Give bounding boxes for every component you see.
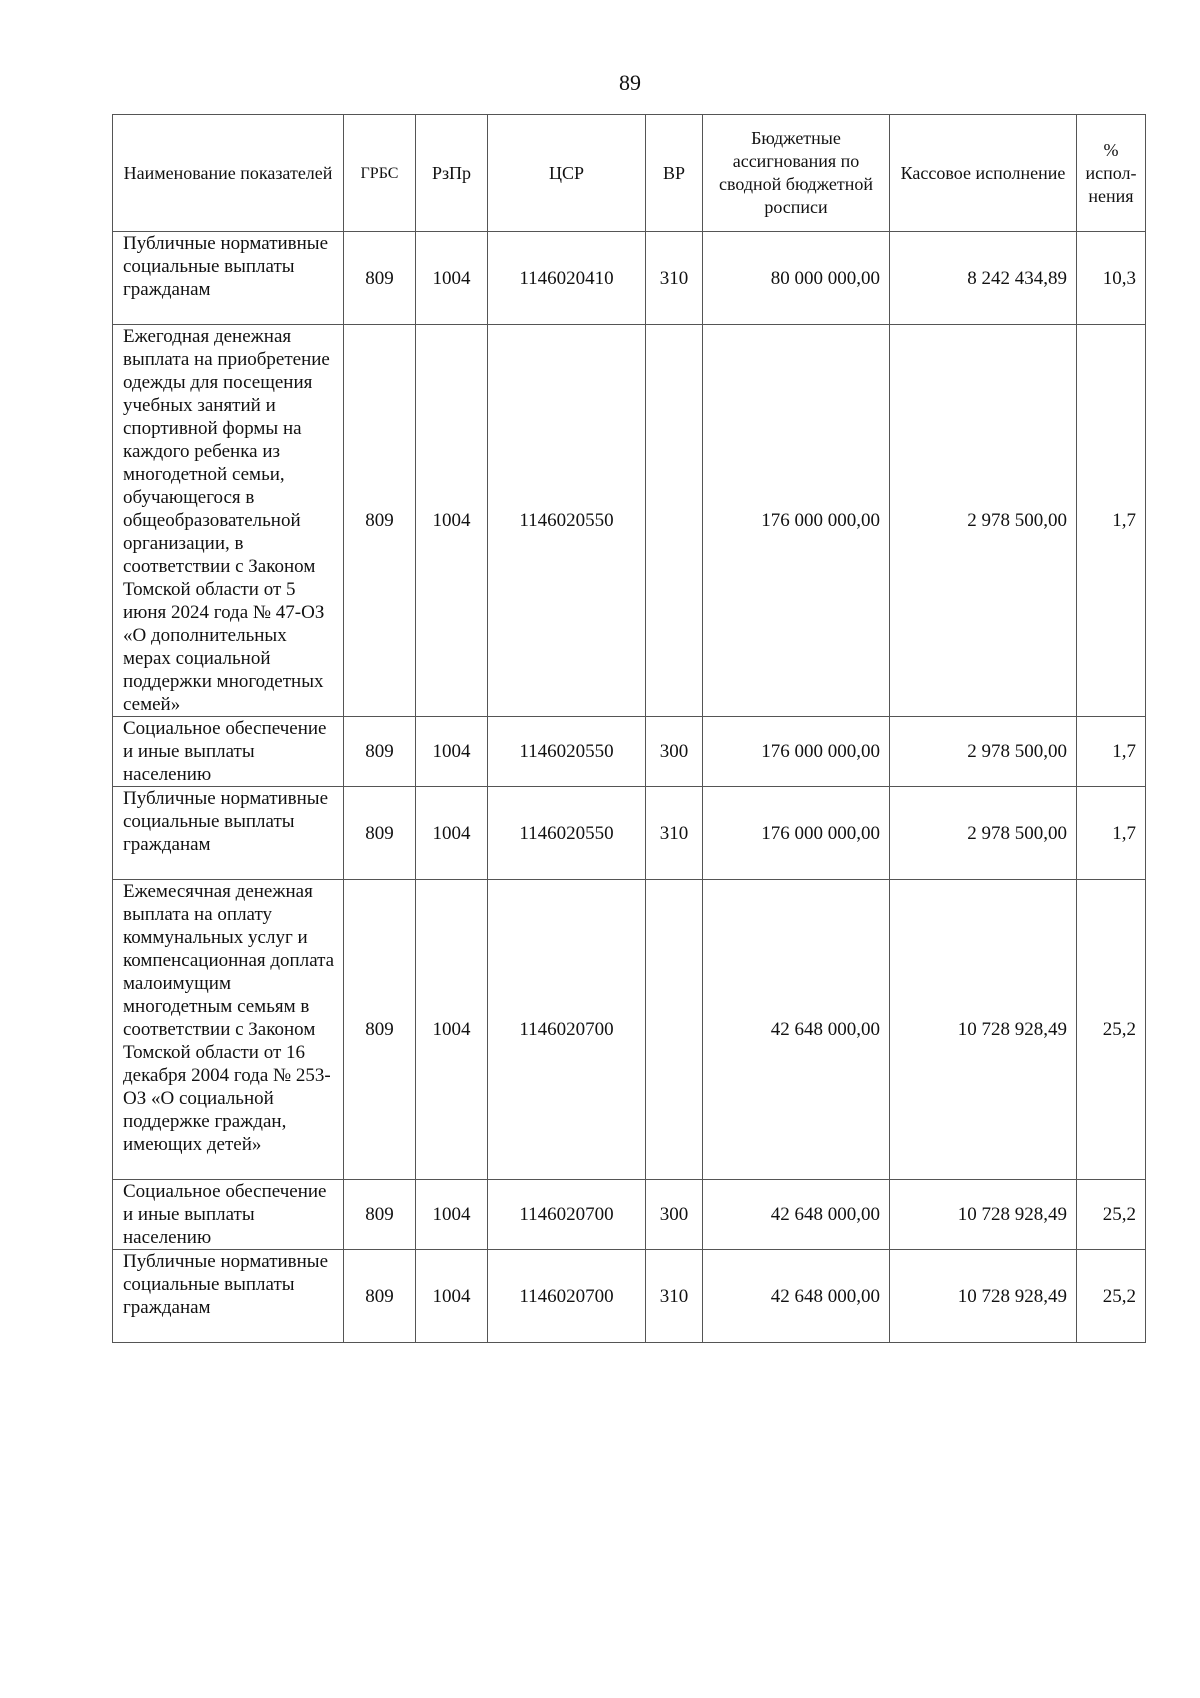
cell-rzpr: 1004 [416,880,488,1180]
cell-csr: 1146020550 [488,325,646,717]
cell-cash: 2 978 500,00 [890,325,1077,717]
cell-csr: 1146020700 [488,1250,646,1343]
cell-name: Социальное обеспечение и иные выплаты населению [113,1180,344,1250]
cell-percent: 1,7 [1077,717,1146,787]
cell-vr: 310 [646,232,703,325]
cell-rzpr: 1004 [416,787,488,880]
cell-percent: 10,3 [1077,232,1146,325]
cell-assignments: 42 648 000,00 [703,1250,890,1343]
cell-rzpr: 1004 [416,1250,488,1343]
cell-cash: 8 242 434,89 [890,232,1077,325]
cell-vr: 300 [646,717,703,787]
cell-name: Публичные нормативные социальные выплаты гражданам [113,787,344,880]
cell-percent: 1,7 [1077,787,1146,880]
table-row [113,787,1146,880]
cell-cash: 2 978 500,00 [890,787,1077,880]
cell-vr: 310 [646,787,703,880]
cell-assignments: 176 000 000,00 [703,787,890,880]
header-percent-execution: % испол-нения [1077,115,1146,232]
cell-csr: 1146020550 [488,717,646,787]
cell-cash: 10 728 928,49 [890,1180,1077,1250]
cell-grbs: 809 [344,880,416,1180]
table-row [113,1180,1146,1250]
cell-cash: 2 978 500,00 [890,717,1077,787]
cell-name: Публичные нормативные социальные выплаты гражданам [113,232,344,325]
cell-percent: 25,2 [1077,1180,1146,1250]
table-row [113,880,1146,1180]
cell-grbs: 809 [344,232,416,325]
cell-rzpr: 1004 [416,325,488,717]
header-name: Наименование показателей [113,115,344,232]
cell-rzpr: 1004 [416,1180,488,1250]
cell-assignments: 176 000 000,00 [703,325,890,717]
cell-assignments: 176 000 000,00 [703,717,890,787]
table-row [113,1250,1146,1343]
cell-name: Социальное обеспечение и иные выплаты населению [113,717,344,787]
cell-cash: 10 728 928,49 [890,1250,1077,1343]
cell-vr [646,880,703,1180]
budget-execution-table [112,114,1146,1343]
cell-grbs: 809 [344,325,416,717]
cell-grbs: 809 [344,787,416,880]
cell-rzpr: 1004 [416,717,488,787]
cell-rzpr: 1004 [416,232,488,325]
cell-csr: 1146020700 [488,1180,646,1250]
table-row [113,717,1146,787]
cell-csr: 1146020550 [488,787,646,880]
header-grbs: ГРБС [344,115,416,232]
header-vr: ВР [646,115,703,232]
cell-name: Ежегодная денежная выплата на приобретение одежды для посещения учебных занятий и спортивной формы на каждого ребенка из многодетной семьи, обучающегося в общеобразовательной организации, в соответствии с Законом Томской области от 5 июня 2024 года № 47-ОЗ «О дополнительных мерах социальной поддержки многодетных семей» [113,325,344,717]
cell-percent: 1,7 [1077,325,1146,717]
cell-cash: 10 728 928,49 [890,880,1077,1180]
table-row [113,232,1146,325]
cell-grbs: 809 [344,1250,416,1343]
cell-name: Публичные нормативные социальные выплаты гражданам [113,1250,344,1343]
cell-csr: 1146020700 [488,880,646,1180]
cell-name: Ежемесячная денежная выплата на оплату коммунальных услуг и компенсационная доплата малоимущим многодетным семьям в соответствии с Законом Томской области от 16 декабря 2004 года № 253-ОЗ «О социальной поддержке граждан, имеющих детей» [113,880,344,1180]
header-cash-execution: Кассовое исполнение [890,115,1077,232]
page-number: 89 [619,70,641,95]
cell-assignments: 80 000 000,00 [703,232,890,325]
cell-percent: 25,2 [1077,1250,1146,1343]
cell-vr [646,325,703,717]
cell-csr: 1146020410 [488,232,646,325]
cell-grbs: 809 [344,717,416,787]
header-rzpr: РзПр [416,115,488,232]
cell-percent: 25,2 [1077,880,1146,1180]
table-header-row [113,115,1146,232]
cell-assignments: 42 648 000,00 [703,1180,890,1250]
table-row [113,325,1146,717]
header-assignments: Бюджетные ассигнования по сводной бюджетной росписи [703,115,890,232]
header-csr: ЦСР [488,115,646,232]
cell-assignments: 42 648 000,00 [703,880,890,1180]
cell-vr: 300 [646,1180,703,1250]
cell-grbs: 809 [344,1180,416,1250]
cell-vr: 310 [646,1250,703,1343]
